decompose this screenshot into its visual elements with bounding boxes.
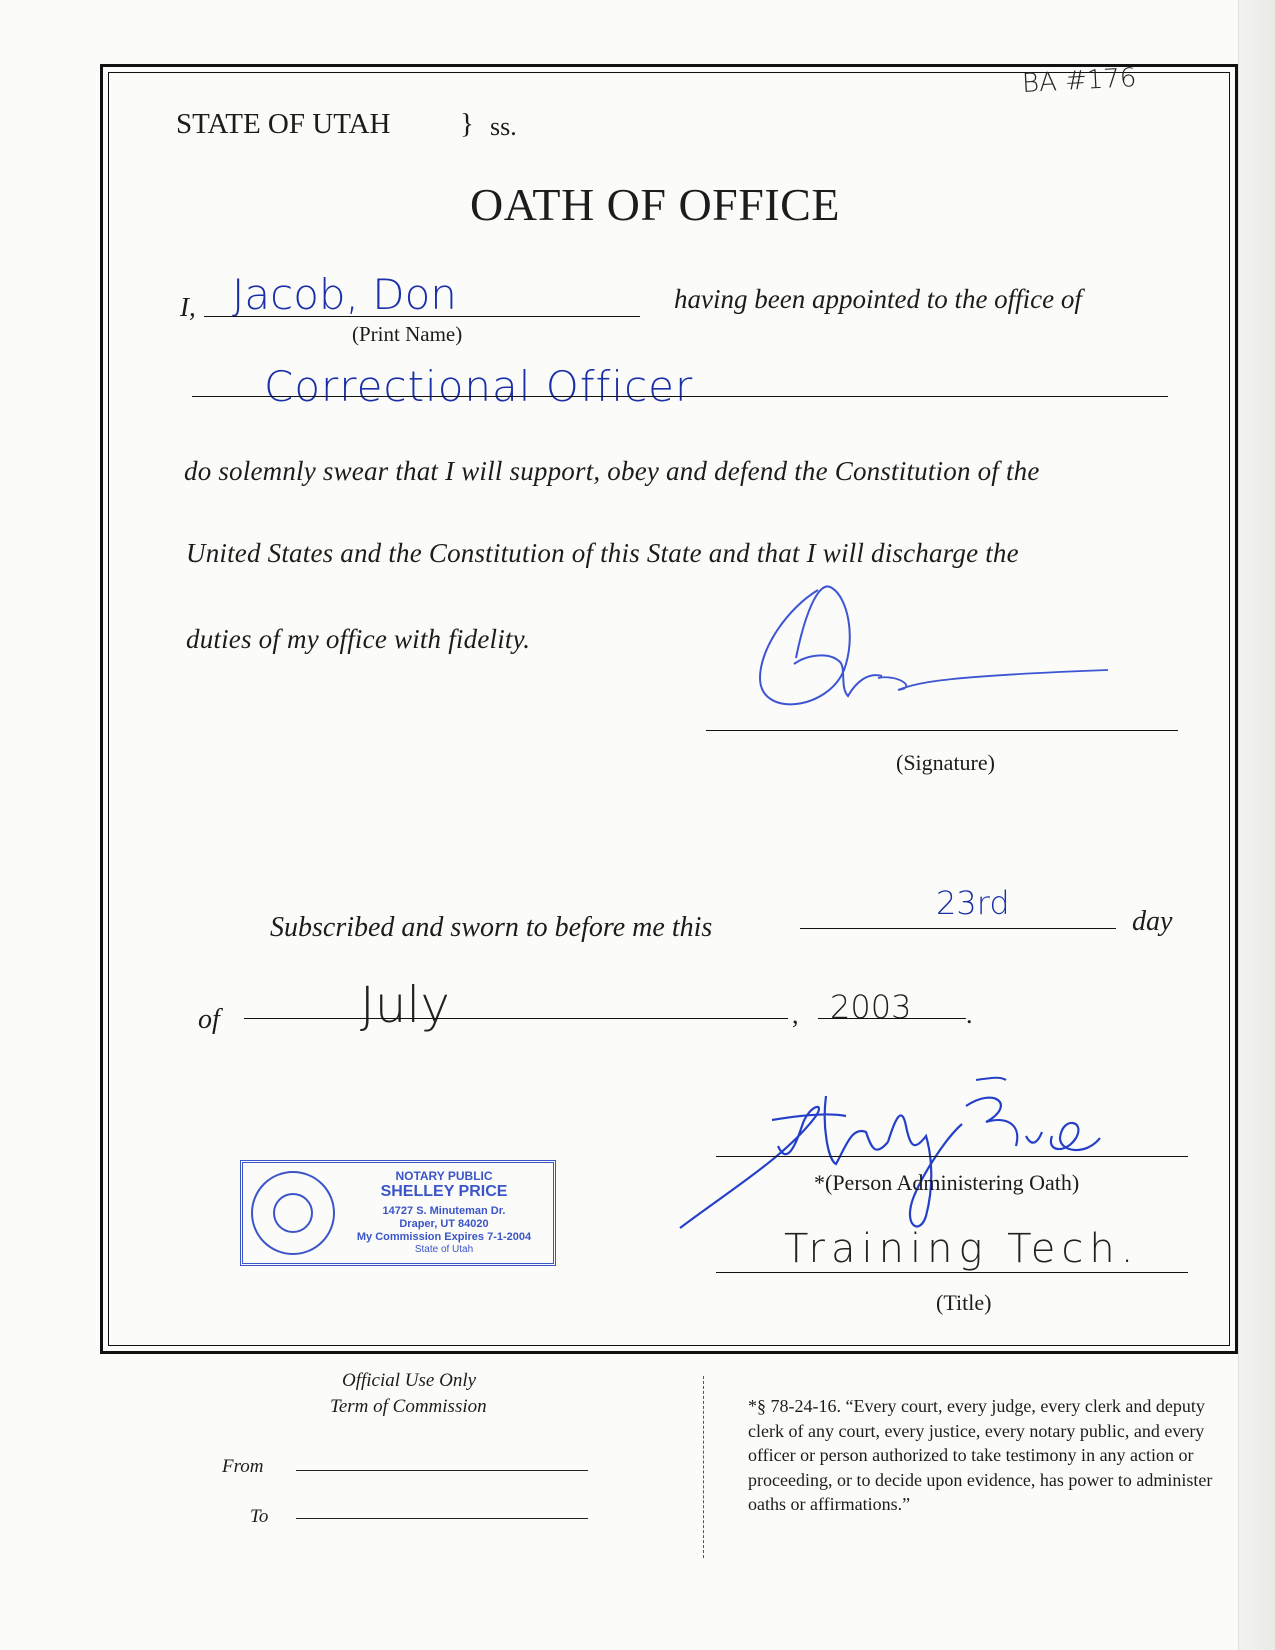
stamp-line-6: State of Utah <box>414 1244 474 1255</box>
state-brace: } <box>460 108 474 140</box>
corner-mark: BA #176 <box>1021 63 1138 99</box>
month-line <box>244 1018 788 1019</box>
administrator-line <box>716 1156 1188 1157</box>
page-edge <box>1238 0 1275 1650</box>
office-line <box>192 396 1168 397</box>
stamp-line-5: My Commission Expires 7-1-2004 <box>356 1231 532 1243</box>
i-label: I, <box>180 292 196 322</box>
oath-body-line-2: United States and the Constitution of this State and that I will discharge the <box>186 538 1019 568</box>
to-label: To <box>250 1506 269 1527</box>
footer-divider <box>703 1376 704 1558</box>
print-name-caption: (Print Name) <box>352 322 463 346</box>
oath-body-line-1: do solemnly swear that I will support, obey and defend the Constitution of the <box>184 456 1040 486</box>
official-use-heading: Official Use Only <box>342 1370 477 1391</box>
month-value: July <box>360 976 450 1034</box>
ss-label: ss. <box>490 112 517 141</box>
year-line <box>818 1018 966 1019</box>
day-label: day <box>1132 906 1173 937</box>
title-caption: (Title) <box>936 1290 992 1315</box>
title-value: Training Tech. <box>784 1226 1140 1272</box>
notary-stamp <box>240 1160 556 1266</box>
from-line <box>296 1470 588 1471</box>
signature-line <box>706 730 1178 731</box>
state-seal-icon <box>251 1171 335 1255</box>
form-title: OATH OF OFFICE <box>470 179 840 230</box>
print-name-value: Jacob, Don <box>232 270 457 319</box>
to-line <box>296 1518 588 1519</box>
of-label: of <box>198 1004 220 1035</box>
stamp-line-4: Draper, UT 84020 <box>399 1218 489 1230</box>
term-heading: Term of Commission <box>330 1396 487 1417</box>
administrator-caption: *(Person Administering Oath) <box>814 1170 1080 1195</box>
statute-text: *§ 78-24-16. “Every court, every judge, every clerk and deputy clerk of any court, every justice, every notary public, and every officer or person authorized to take testimony in any action or proceeding, or to decide upon evidence, has power to administer oaths or affirmations.” <box>748 1396 1213 1514</box>
stamp-line-3: 14727 S. Minuteman Dr. <box>382 1205 506 1217</box>
office-value: Correctional Officer <box>264 362 694 411</box>
year-value: 2003 <box>830 988 912 1026</box>
state-heading: STATE OF UTAH <box>176 108 391 140</box>
subscribed-text: Subscribed and sworn to before me this <box>270 912 713 943</box>
stamp-line-1: NOTARY PUBLIC <box>395 1169 493 1183</box>
title-line <box>716 1272 1188 1273</box>
stamp-line-2: SHELLEY PRICE <box>380 1183 508 1200</box>
signature-caption: (Signature) <box>896 750 995 775</box>
day-value: 23rd <box>936 884 1010 922</box>
from-label: From <box>222 1456 264 1477</box>
oath-body-line-3: duties of my office with fidelity. <box>186 624 531 654</box>
date-period: . <box>966 1000 973 1029</box>
print-name-line <box>204 316 640 317</box>
appointed-text: having been appointed to the office of <box>674 284 1082 314</box>
officer-signature <box>748 578 1118 734</box>
day-line <box>800 928 1116 929</box>
date-comma: , <box>792 1000 799 1029</box>
